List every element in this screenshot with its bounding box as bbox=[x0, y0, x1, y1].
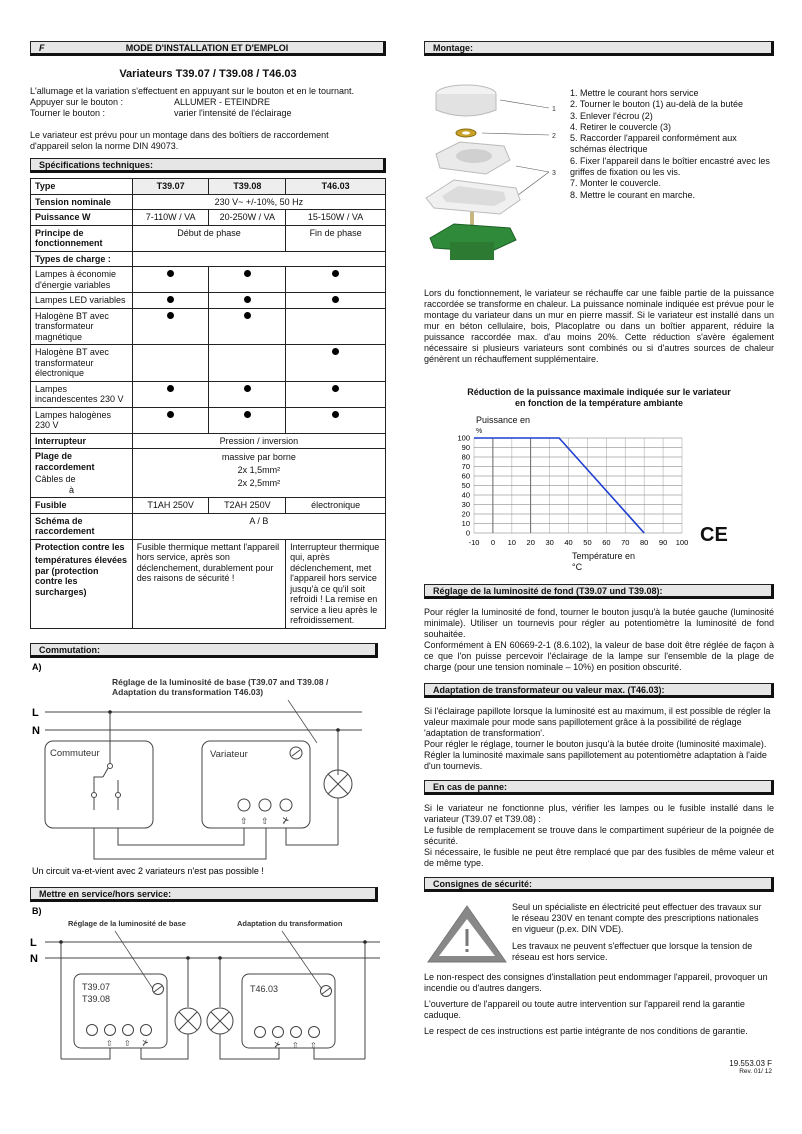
transformer-text-1: Si l'éclairage papillote lorsque la luminosité est au maximum, il est possible de régler la valeur maximale pour mode sans papillotement grâce à la possibilité de réglage 'adaptation de transformation'. bbox=[424, 706, 771, 738]
svg-text:Réglage de la luminosité de ba: Réglage de la luminosité de base bbox=[68, 918, 186, 928]
table-row: Halogène BT avec transformateur magnétique bbox=[31, 308, 386, 345]
svg-text:70: 70 bbox=[461, 462, 470, 471]
product-title: Variateurs T39.07 / T39.08 / T46.03 bbox=[119, 68, 297, 80]
svg-text:100: 100 bbox=[457, 433, 470, 443]
svg-text:90: 90 bbox=[658, 538, 668, 547]
svg-text:T39.07: T39.07 bbox=[82, 981, 111, 992]
right-column bbox=[424, 41, 774, 1075]
svg-text:50: 50 bbox=[583, 538, 592, 547]
svg-text:⇧: ⇧ bbox=[124, 1038, 131, 1048]
failure-text-1: Si le variateur ne fonctionne plus, vérifier les lampes ou le fusible installé dans le variateur (T39.07 et T39.08) : bbox=[424, 803, 774, 824]
bullet-dot-icon bbox=[244, 385, 251, 392]
montage-heading: Montage: bbox=[424, 41, 774, 56]
svg-text:T46.03: T46.03 bbox=[250, 983, 279, 994]
bullet-dot-icon bbox=[332, 270, 339, 277]
left-column bbox=[30, 41, 386, 1064]
svg-text:⇧: ⇧ bbox=[261, 815, 269, 826]
safety-warning-2: Les travaux ne peuvent s'effectuer que lorsque la tension de réseau est hors service. bbox=[512, 941, 753, 962]
svg-text:T39.08: T39.08 bbox=[82, 993, 111, 1004]
svg-text:⊁: ⊁ bbox=[282, 814, 290, 825]
table-row: Plage de raccordement Câbles de à massive par borne 2x 1,5mm² 2x 2,5mm² bbox=[31, 449, 386, 498]
svg-text:L: L bbox=[30, 936, 37, 949]
turn-row: Tourner le bouton : varier l'intensité de l'éclairage bbox=[30, 108, 292, 118]
svg-text:0: 0 bbox=[465, 528, 470, 538]
bullet-dot-icon bbox=[244, 296, 251, 303]
transformer-heading: Adaptation de transformateur ou valeur max. (T46.03): bbox=[424, 683, 774, 698]
svg-text:3: 3 bbox=[552, 170, 556, 177]
table-row: Tension nominale 230 V~ +/-10%, 50 Hz bbox=[31, 194, 386, 210]
table-row: Principe de fonctionnement Début de phase Fin de phase bbox=[31, 225, 386, 251]
dimmer-box-label: Variateur bbox=[210, 748, 248, 760]
svg-text:°C: °C bbox=[572, 562, 583, 572]
list-item: 6. Fixer l'appareil dans le boîtier encastré avec les griffes de fixation ou les vis. bbox=[570, 155, 770, 178]
bullet-dot-icon bbox=[167, 270, 174, 277]
press-row: Appuyer sur le bouton : ALLUMER - ETEINDRE bbox=[30, 97, 271, 107]
specs-heading: Spécifications techniques: bbox=[30, 158, 386, 173]
list-item: 4. Retirer le couvercle (3) bbox=[570, 121, 672, 132]
chart-grid bbox=[474, 438, 682, 533]
bullet-dot-icon bbox=[244, 312, 251, 319]
y-axis-ticks bbox=[457, 434, 470, 538]
svg-text:N: N bbox=[30, 952, 38, 965]
table-row: Lampes LED variables bbox=[31, 293, 386, 309]
svg-text:L: L bbox=[32, 706, 39, 719]
mount-text: Le variateur est prévu pour un montage dans des boîtiers de raccordement d'appareil selon la norme DIN 49073. bbox=[30, 130, 329, 151]
failure-text-3: Si nécessaire, le fusible ne peut être remplacé que par des fusibles de même valeur et de même type. bbox=[424, 847, 774, 868]
safety-text-1: Le non-respect des consignes d'installation peut endommager l'appareil, provoquer un incendie ou d'autres dangers. bbox=[424, 972, 768, 993]
commutation-heading: Commutation: bbox=[30, 643, 378, 658]
base-brightness-text-2: Conformément à EN 60669-2-1 (8.6.102), la valeur de base doit être réglée de façon à ce que l'on puisse percevoir l'éclairage de la lampe sur l'ensemble de la plage de charge (pour une tension nominale – 10%) en position obscurité. bbox=[424, 640, 774, 672]
spec-table bbox=[30, 178, 386, 629]
svg-text:⇧: ⇧ bbox=[310, 1040, 317, 1050]
svg-text:⊁: ⊁ bbox=[274, 1039, 281, 1049]
table-row: Interrupteur Pression / inversion bbox=[31, 433, 386, 449]
x-axis-ticks bbox=[469, 538, 689, 547]
ce-mark-icon: CE bbox=[700, 524, 728, 546]
bullet-dot-icon bbox=[244, 270, 251, 277]
language-code: F bbox=[39, 43, 45, 53]
load-rows bbox=[31, 267, 386, 434]
base-brightness-heading: Réglage de la luminosité de fond (T39.07 und T39.08): bbox=[424, 584, 774, 599]
revision: Rev. 01/ 12 bbox=[739, 1068, 772, 1075]
svg-text:B): B) bbox=[32, 905, 42, 916]
svg-text:30: 30 bbox=[545, 538, 554, 547]
base-brightness-text-1: Pour régler la luminosité de fond, tourner le bouton jusqu'à la butée gauche (luminosité minimale). Utiliser un tournevis pour régler au potentiomètre la luminosité de fond souhaitée. bbox=[424, 607, 774, 639]
svg-text:⇧: ⇧ bbox=[240, 815, 248, 826]
svg-text:60: 60 bbox=[602, 538, 611, 547]
svg-text:⊁: ⊁ bbox=[142, 1037, 149, 1047]
svg-text:1: 1 bbox=[552, 106, 556, 113]
header-bar bbox=[30, 41, 386, 56]
service-heading: Mettre en service/hors service: bbox=[30, 887, 378, 902]
svg-text:60: 60 bbox=[461, 471, 470, 481]
safety-text-2: L'ouverture de l'appareil ou toute autre intervention sur l'appareil rend la garantie caduque. bbox=[424, 999, 745, 1020]
bullet-dot-icon bbox=[332, 411, 339, 418]
document-title: MODE D'INSTALLATION ET D'EMPLOI bbox=[125, 43, 289, 53]
svg-text:⇧: ⇧ bbox=[292, 1040, 299, 1050]
table-row: Lampes incandescentes 230 V bbox=[31, 381, 386, 407]
transformer-text-2: Pour régler le réglage, tourner le bouton jusqu'à la butée droite (luminosité maximale). Régler la luminosité maximale sans papillotement au potentiomètre adaptation à l'aide d'un tournevis. bbox=[424, 739, 767, 771]
svg-text:10: 10 bbox=[461, 519, 470, 528]
svg-text:A): A) bbox=[32, 661, 42, 672]
list-item: 2. Tourner le bouton (1) au-delà de la butée bbox=[570, 99, 743, 110]
intro-text: L'allumage et la variation s'effectuent en appuyant sur le bouton et en le tournant. bbox=[30, 86, 354, 96]
svg-text:80: 80 bbox=[461, 452, 470, 462]
svg-text:40: 40 bbox=[461, 490, 470, 500]
list-item: 3. Enlever l'écrou (2) bbox=[570, 110, 653, 121]
svg-text:50: 50 bbox=[461, 481, 470, 490]
failure-text-2: Le fusible de remplacement se trouve dans le compartiment supérieur de la poignée de sécurité. bbox=[424, 825, 774, 846]
safety-heading: Consignes de sécurité: bbox=[424, 877, 774, 892]
wiring-diagram-a bbox=[30, 660, 386, 875]
warning-triangle-icon bbox=[424, 902, 510, 964]
diagram-annotation: Réglage de la luminosité de base (T39.07 and T39.08 / bbox=[112, 676, 329, 687]
svg-text:%: % bbox=[476, 428, 483, 435]
svg-text:0: 0 bbox=[490, 538, 495, 547]
chart-title: Réduction de la puissance maximale indiquée sur le variateur en fonction de la température ambiante bbox=[467, 387, 731, 408]
table-row: Lampes halogènes 230 V bbox=[31, 407, 386, 433]
failure-heading: En cas de panne: bbox=[424, 780, 774, 795]
wiring-diagram-b bbox=[30, 904, 386, 1064]
svg-text:2: 2 bbox=[552, 133, 556, 140]
svg-text:20: 20 bbox=[526, 538, 535, 547]
svg-text:10: 10 bbox=[507, 538, 516, 547]
list-item: 1. Mettre le courant hors service bbox=[570, 88, 699, 98]
svg-text:Puissance en: Puissance en bbox=[476, 415, 531, 425]
bullet-dot-icon bbox=[332, 348, 339, 355]
document-number: 19.553.03 F bbox=[729, 1059, 772, 1068]
list-item: 8. Mettre le courant en marche. bbox=[570, 189, 696, 200]
svg-text:90: 90 bbox=[461, 443, 470, 452]
switch-box-label: Commuteur bbox=[50, 747, 100, 759]
table-row: Protection contre les températures élevées par (protection contre les surcharges) Fusible thermique mettant l'appareil hors service, après son déclenchement, durablement pour des raisons de sécurité ! Interrupteur thermique qui, après déclenchement, met l'appareil hors service jusqu'à ce qu'il soit refroidi ! La remise en service a lieu après le refroidissement. bbox=[31, 539, 386, 628]
table-row: Fusible T1AH 250V T2AH 250V électronique bbox=[31, 498, 386, 514]
safety-text-3: Le respect de ces instructions est partie intégrante de nos conditions de garantie. bbox=[424, 1026, 748, 1036]
svg-text:100: 100 bbox=[675, 538, 689, 547]
svg-text:30: 30 bbox=[461, 500, 470, 509]
table-row: Puissance W 7-110W / VA 20-250W / VA 15-150W / VA bbox=[31, 210, 386, 226]
svg-text:20: 20 bbox=[461, 509, 470, 519]
bullet-dot-icon bbox=[332, 385, 339, 392]
exploded-view-illustration bbox=[424, 80, 566, 260]
montage-section bbox=[424, 80, 774, 270]
svg-text:Température en: Température en bbox=[572, 551, 636, 561]
table-row: Types de charge : bbox=[31, 251, 386, 267]
table-row: Halogène BT avec transformateur électronique bbox=[31, 345, 386, 382]
safety-warning bbox=[424, 902, 774, 964]
bullet-dot-icon bbox=[332, 296, 339, 303]
svg-text:80: 80 bbox=[640, 538, 649, 547]
table-row: Type T39.07 T39.08 T46.03 bbox=[31, 179, 386, 195]
commutation-note: Un circuit va-et-vient avec 2 variateurs n'est pas possible ! bbox=[32, 865, 264, 875]
derating-chart bbox=[424, 413, 774, 578]
bullet-dot-icon bbox=[244, 411, 251, 418]
bullet-dot-icon bbox=[167, 411, 174, 418]
table-row: Schéma de raccordement A / B bbox=[31, 513, 386, 539]
bullet-dot-icon bbox=[167, 312, 174, 319]
safety-warning-1: Seul un spécialiste en électricité peut effectuer des travaux sur le réseau 230V en tenant compte des prescriptions nationales en vigueur (p.ex. DIN VDE). bbox=[512, 902, 762, 934]
svg-text:70: 70 bbox=[621, 538, 630, 547]
svg-text:Adaptation du transformation: Adaptation du transformation bbox=[237, 918, 343, 928]
bullet-dot-icon bbox=[167, 385, 174, 392]
table-row: Lampes à économie d'énergie variables bbox=[31, 267, 386, 293]
svg-text:Adaptation du transformation T: Adaptation du transformation T46.03) bbox=[112, 686, 264, 697]
svg-text:-10: -10 bbox=[468, 538, 480, 547]
svg-text:N: N bbox=[32, 724, 40, 737]
montage-steps bbox=[570, 88, 770, 270]
list-item: 7. Monter le couvercle. bbox=[570, 178, 662, 189]
svg-text:⇧: ⇧ bbox=[106, 1038, 113, 1048]
svg-text:40: 40 bbox=[564, 538, 573, 547]
list-item: 5. Raccorder l'appareil conformément aux schémas électrique bbox=[570, 133, 737, 155]
footer bbox=[424, 1059, 772, 1075]
heat-warning-text: Lors du fonctionnement, le variateur se réchauffe car une faible partie de la puissance raccordée se transforme en chaleur. La puissance nominale indiquée est prévue pour le montage du variateur dans un mur en pierre massif. Si le variateur est installé dans un mur en béton cellulaire, bois, Placoplatre ou dans un boîtier apparent, réduire la puissance raccordée max. d'au moins 20%. Cette réduction s'avère également nécessaire si plusieurs variateurs sont combinés ou si d'autres sources de chaleur génèrent un réchauffement supplémentaire. bbox=[424, 288, 774, 364]
bullet-dot-icon bbox=[167, 296, 174, 303]
